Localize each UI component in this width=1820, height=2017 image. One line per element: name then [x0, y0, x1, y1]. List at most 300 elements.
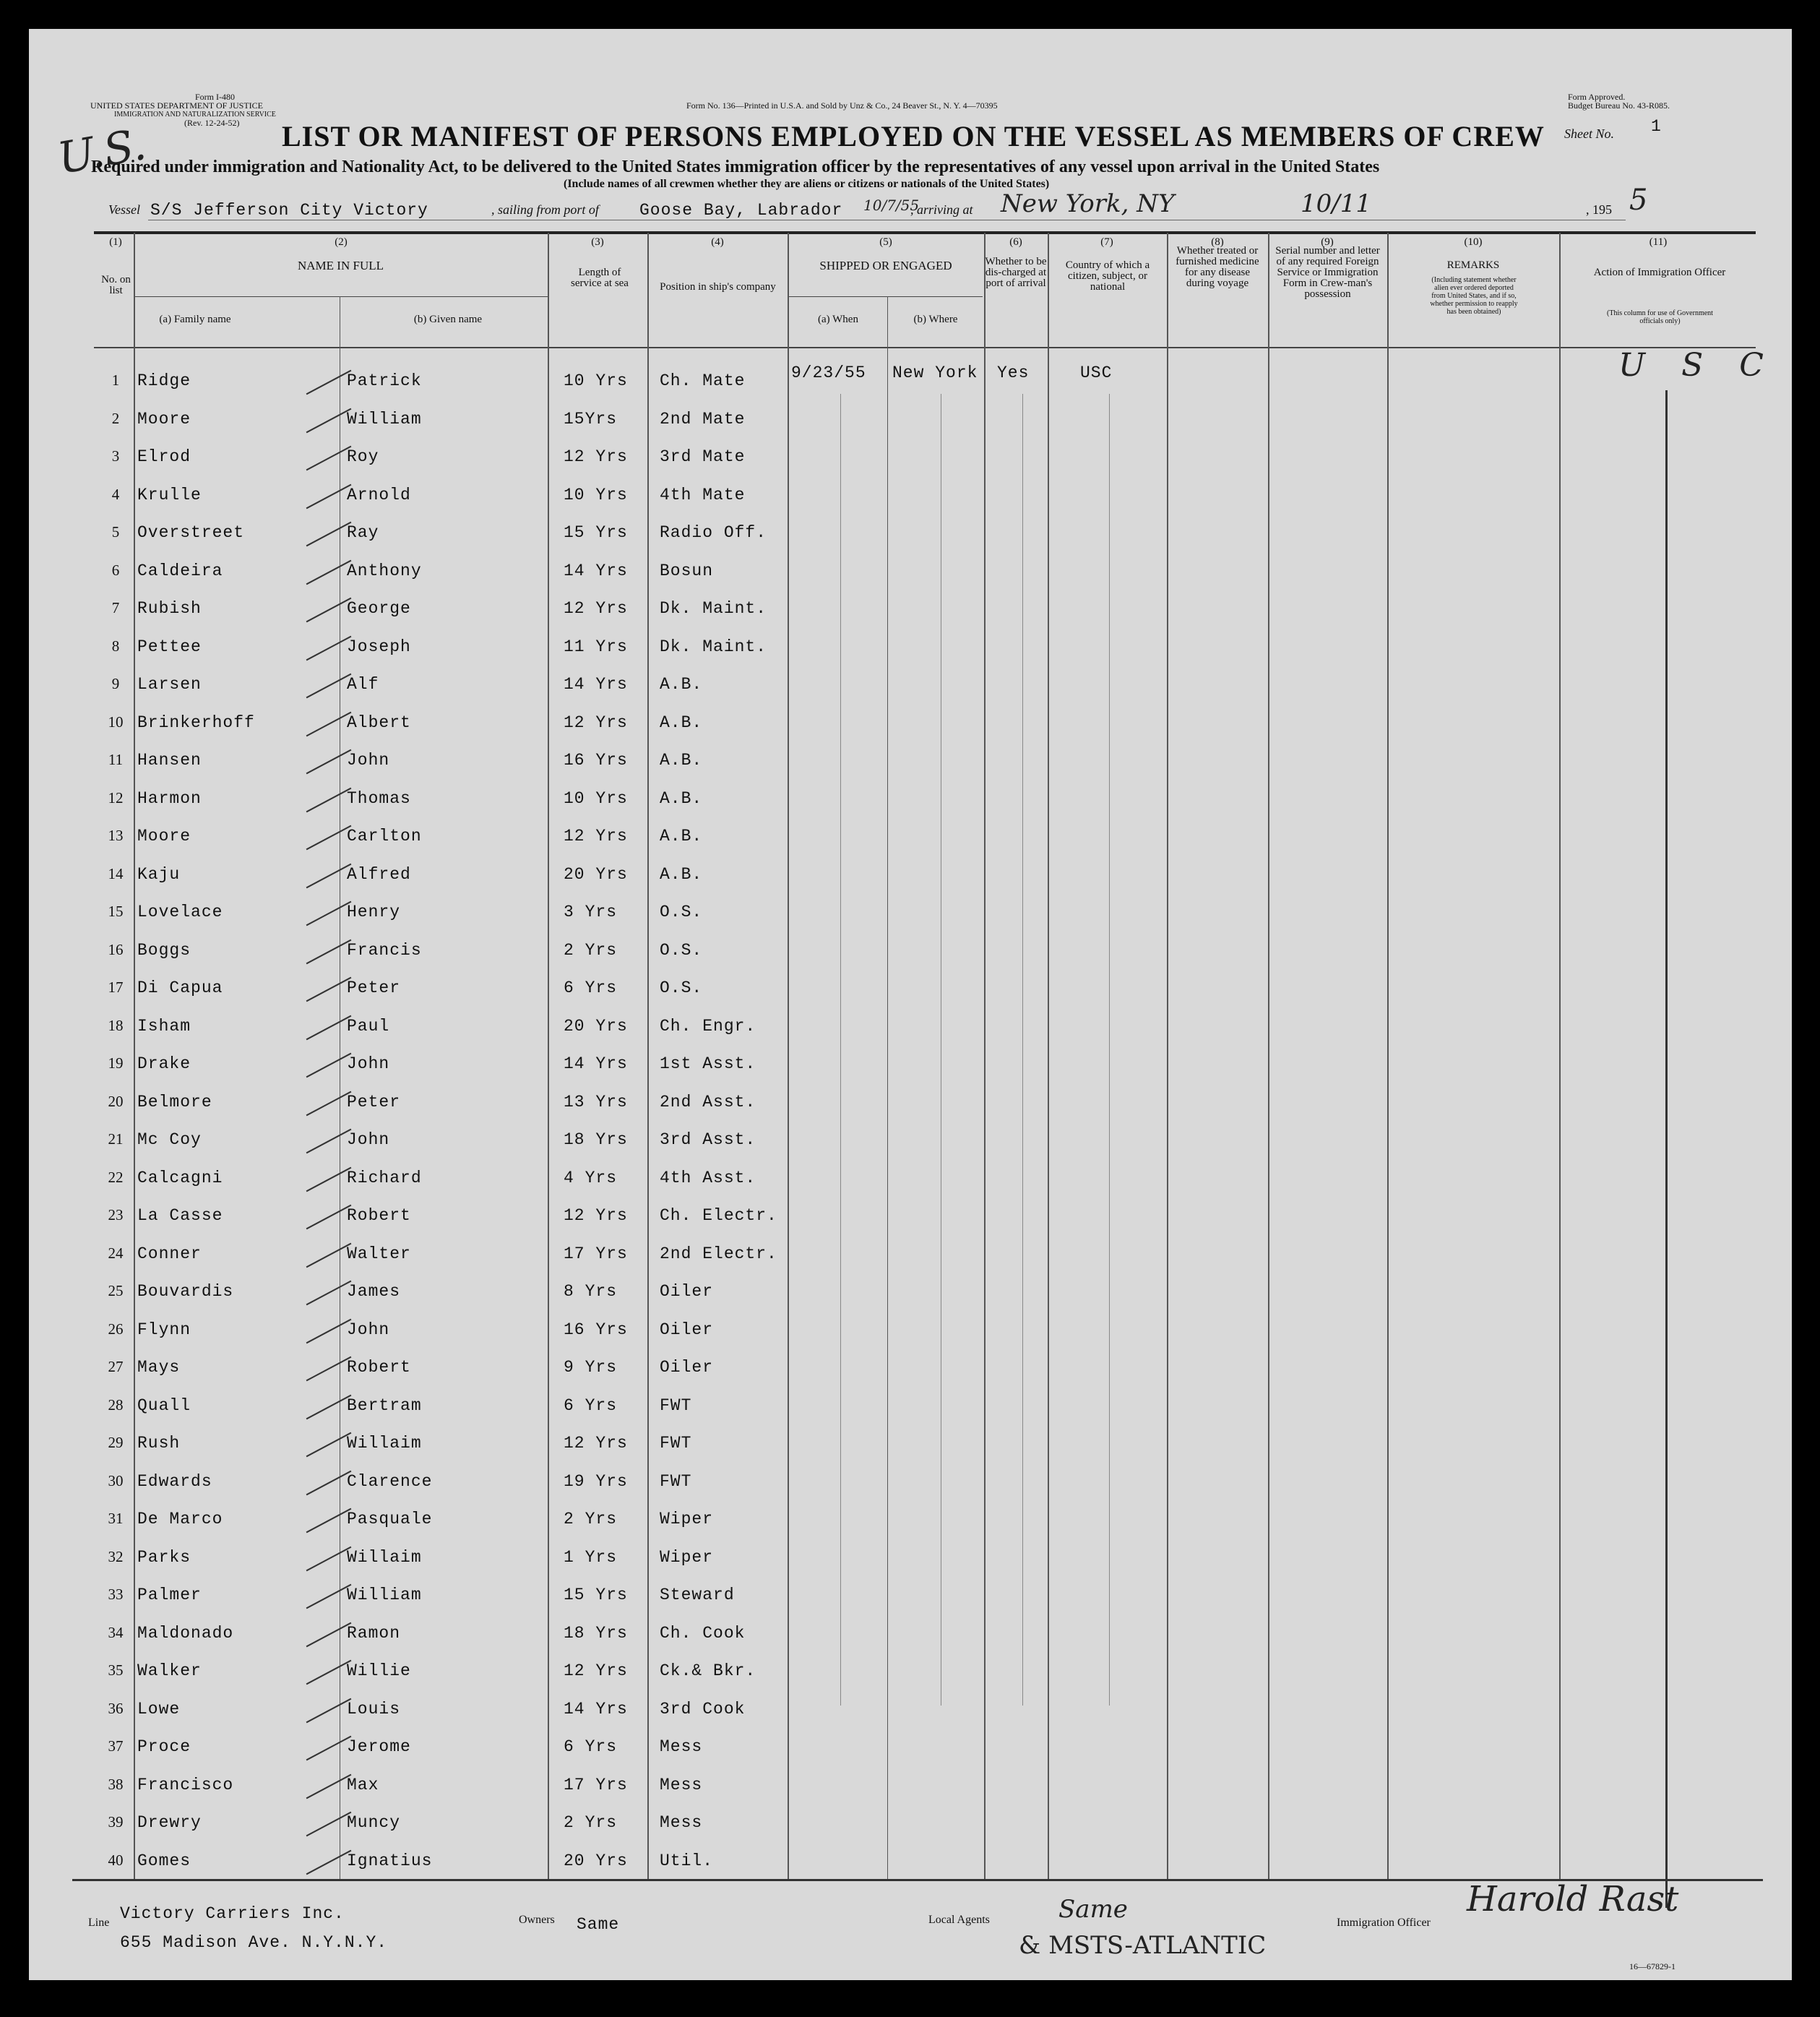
table-row [29, 824, 1792, 853]
col-number: (2) [335, 236, 348, 248]
check-mark [306, 788, 352, 813]
service-length: 2 Yrs [564, 941, 618, 960]
shipped-where: New York [892, 364, 978, 382]
header-country: Country of which a citizen, subject, or national [1065, 259, 1150, 293]
col-number: (6) [1009, 236, 1022, 248]
position: FWT [660, 1472, 692, 1491]
position: Dk. Maint. [660, 637, 767, 656]
check-mark [306, 901, 352, 926]
service-length: 12 Yrs [564, 827, 628, 846]
family-name: Kaju [137, 865, 181, 884]
given-name: James [347, 1282, 401, 1301]
table-row [29, 483, 1792, 512]
given-name: William [347, 1586, 422, 1604]
given-name: Peter [347, 979, 401, 997]
service-length: 4 Yrs [564, 1169, 618, 1187]
service-length: 2 Yrs [564, 1510, 618, 1528]
family-name: Drake [137, 1054, 191, 1073]
family-name: Lovelace [137, 903, 223, 921]
officer-label: Immigration Officer [1337, 1917, 1431, 1929]
given-name: Alfred [347, 865, 411, 884]
position: 1st Asst. [660, 1054, 756, 1073]
check-mark [306, 977, 352, 1002]
table-row [29, 1317, 1792, 1346]
service-length: 9 Yrs [564, 1358, 618, 1377]
arrival-date: 10/11 [1301, 189, 1371, 218]
row-number: 13 [108, 827, 124, 844]
form-number: Form I-480 [195, 92, 235, 102]
table-row [29, 1849, 1792, 1878]
header-given-name: (b) Given name [413, 314, 483, 325]
year-prefix: , 195 [1586, 202, 1612, 217]
col-number: (7) [1100, 236, 1113, 248]
check-mark [306, 1622, 352, 1648]
header-no-on-list: No. on list [101, 274, 131, 296]
row-number: 31 [108, 1510, 124, 1527]
given-name: John [347, 1320, 390, 1339]
service-length: 8 Yrs [564, 1282, 618, 1301]
line-name: Victory Carriers Inc. [120, 1904, 345, 1923]
header-discharged: Whether to be dis-charged at port of arrival [985, 256, 1047, 289]
check-mark [306, 1584, 352, 1609]
position: 3rd Asst. [660, 1130, 756, 1149]
row-number: 26 [108, 1320, 124, 1338]
col-number: (11) [1649, 236, 1668, 248]
sailing-date: 10/7/55 [863, 197, 920, 214]
check-mark [306, 1015, 352, 1041]
header-action: Action of Immigration Officer [1593, 267, 1726, 278]
given-name: Henry [347, 903, 401, 921]
row-number: 33 [108, 1586, 124, 1603]
family-name: Di Capua [137, 979, 223, 997]
service-length: 12 Yrs [564, 447, 628, 466]
row-number: 35 [108, 1661, 124, 1679]
table-row [29, 938, 1792, 967]
service-length: 6 Yrs [564, 979, 618, 997]
check-mark [306, 408, 352, 434]
row-number: 18 [108, 1017, 124, 1034]
table-row [29, 1355, 1792, 1384]
given-name: Joseph [347, 637, 411, 656]
family-name: Bouvardis [137, 1282, 234, 1301]
check-mark [306, 1281, 352, 1306]
row-number: 2 [111, 410, 120, 427]
service-length: 10 Yrs [564, 371, 628, 390]
position: A.B. [660, 713, 703, 732]
family-name: Overstreet [137, 523, 245, 542]
table-row [29, 369, 1792, 397]
service-length: 16 Yrs [564, 1320, 628, 1339]
printer-note: Form No. 136—Printed in U.S.A. and Sold by Unz & Co., 24 Beaver St., N. Y. 4—70395 [686, 100, 998, 111]
service-length: 19 Yrs [564, 1472, 628, 1491]
sheet-number: 1 [1651, 117, 1662, 136]
table-row [29, 1697, 1792, 1726]
table-row [29, 596, 1792, 625]
service-length: 12 Yrs [564, 1434, 628, 1453]
col-number: (8) [1211, 236, 1224, 248]
position: 2nd Electr. [660, 1244, 777, 1263]
table-row [29, 862, 1792, 891]
table-row [29, 1659, 1792, 1687]
check-mark [306, 674, 352, 699]
year-digit: 5 [1629, 184, 1648, 217]
family-name: Hansen [137, 751, 202, 770]
check-mark [306, 1356, 352, 1382]
position: O.S. [660, 903, 703, 921]
position: Ch. Mate [660, 371, 746, 390]
check-mark [306, 1660, 352, 1685]
given-name: Arnold [347, 486, 411, 504]
table-row [29, 1014, 1792, 1043]
family-name: Calcagni [137, 1169, 223, 1187]
table-top-rule [94, 231, 1756, 234]
table-row [29, 1583, 1792, 1612]
given-name: Walter [347, 1244, 411, 1263]
row-number: 11 [108, 751, 124, 768]
service-length: 20 Yrs [564, 1017, 628, 1036]
position: Ck.& Bkr. [660, 1661, 756, 1680]
table-row [29, 635, 1792, 663]
table-row [29, 1393, 1792, 1422]
service-length: 14 Yrs [564, 562, 628, 580]
header-when: (a) When [818, 314, 858, 325]
row-number: 21 [108, 1130, 124, 1148]
family-name: Rush [137, 1434, 181, 1453]
check-mark [306, 939, 352, 965]
position: 4th Asst. [660, 1169, 756, 1187]
position: 3rd Mate [660, 447, 746, 466]
check-mark [306, 1698, 352, 1724]
check-mark [306, 1129, 352, 1154]
table-row [29, 1051, 1792, 1080]
col-number: (10) [1464, 236, 1483, 248]
given-name: Thomas [347, 789, 411, 808]
check-mark [306, 636, 352, 661]
country-value: USC [1080, 364, 1113, 382]
service-length: 15 Yrs [564, 1586, 628, 1604]
header-bottom-rule [94, 347, 1756, 348]
position: Mess [660, 1776, 703, 1794]
family-name: Pettee [137, 637, 202, 656]
service-length: 20 Yrs [564, 1852, 628, 1870]
given-name: Max [347, 1776, 379, 1794]
row-number: 22 [108, 1169, 124, 1186]
table-row [29, 444, 1792, 473]
service-length: 6 Yrs [564, 1737, 618, 1756]
department: UNITED STATES DEPARTMENT OF JUSTICE [90, 100, 264, 111]
given-name: Clarence [347, 1472, 433, 1491]
header-serial: Serial number and letter of any required Foreign Service or Immigration Form in Crew-man's possession [1275, 245, 1380, 300]
given-name: William [347, 410, 422, 429]
header-position: Position in ship's company [660, 281, 776, 293]
row-number: 3 [111, 447, 120, 465]
family-name: Edwards [137, 1472, 212, 1491]
position: Oiler [660, 1358, 714, 1377]
row-number: 9 [111, 675, 120, 692]
check-mark [306, 749, 352, 775]
service-length: 18 Yrs [564, 1624, 628, 1643]
position: Oiler [660, 1320, 714, 1339]
header-family-name: (a) Family name [159, 314, 231, 325]
line-label: Line [88, 1917, 110, 1929]
officer-signature: Harold Rast [1467, 1879, 1679, 1919]
row-number: 30 [108, 1472, 124, 1489]
check-mark [306, 825, 352, 851]
given-name: George [347, 599, 411, 618]
position: Dk. Maint. [660, 599, 767, 618]
position: A.B. [660, 675, 703, 694]
row-number: 38 [108, 1776, 124, 1793]
position: O.S. [660, 941, 703, 960]
form-title: LIST OR MANIFEST OF PERSONS EMPLOYED ON THE VESSEL AS MEMBERS OF CREW [282, 120, 1545, 152]
agents-label: Local Agents [928, 1914, 990, 1926]
check-mark [306, 1850, 352, 1875]
row-number: 20 [108, 1093, 124, 1110]
given-name: Jerome [347, 1737, 411, 1756]
header-shipped: SHIPPED OR ENGAGED [819, 259, 952, 272]
family-name: Elrod [137, 447, 191, 466]
header-action-note: (This column for use of Government officials only) [1607, 309, 1713, 325]
service-length: 16 Yrs [564, 751, 628, 770]
family-name: Flynn [137, 1320, 191, 1339]
family-name: Belmore [137, 1093, 212, 1111]
given-name: Carlton [347, 827, 422, 846]
service-length: 11 Yrs [564, 637, 628, 656]
family-name: Ridge [137, 371, 191, 390]
form-approved: Form Approved. [1568, 92, 1626, 102]
table-row [29, 1242, 1792, 1270]
family-name: Palmer [137, 1586, 202, 1604]
check-mark [306, 1053, 352, 1078]
arriving-port: New York, NY [1001, 189, 1175, 218]
check-mark [306, 1508, 352, 1534]
family-name: Conner [137, 1244, 202, 1263]
form-sheet [29, 29, 1792, 1980]
row-number: 27 [108, 1358, 124, 1375]
col-number: (5) [879, 236, 892, 248]
family-name: Harmon [137, 789, 202, 808]
owners-label: Owners [519, 1914, 555, 1926]
header-name-in-full: NAME IN FULL [298, 259, 384, 272]
table-row [29, 748, 1792, 777]
given-name: Robert [347, 1358, 411, 1377]
family-name: Gomes [137, 1852, 191, 1870]
table-row [29, 1166, 1792, 1195]
family-name: La Casse [137, 1206, 223, 1225]
given-name: Willaim [347, 1434, 422, 1453]
family-name: Krulle [137, 486, 202, 504]
position: A.B. [660, 865, 703, 884]
given-name: Alf [347, 675, 379, 694]
document-code: 16—67829-1 [1629, 1961, 1675, 1971]
family-name: Larsen [137, 675, 202, 694]
check-mark [306, 446, 352, 471]
row-number: 19 [108, 1054, 124, 1072]
row-number: 10 [108, 713, 124, 731]
position: Ch. Electr. [660, 1206, 777, 1225]
col-number: (4) [711, 236, 724, 248]
family-name: Moore [137, 410, 191, 429]
service-length: 12 Yrs [564, 713, 628, 732]
table-row [29, 1810, 1792, 1839]
position: FWT [660, 1434, 692, 1453]
check-mark [306, 1774, 352, 1799]
position: Mess [660, 1737, 703, 1756]
service-length: 12 Yrs [564, 1206, 628, 1225]
subheader-rule-shipped [788, 296, 983, 297]
table-row [29, 672, 1792, 701]
row-number: 40 [108, 1852, 124, 1869]
service-length: 14 Yrs [564, 1700, 628, 1719]
service-length: 2 Yrs [564, 1813, 618, 1832]
officer-action-mark: U S C [1618, 347, 1777, 384]
owners-value: Same [577, 1915, 620, 1934]
row-number: 12 [108, 789, 124, 807]
check-mark [306, 712, 352, 737]
header-length-service: Length of service at sea [571, 267, 629, 289]
position: Wiper [660, 1548, 714, 1567]
family-name: Moore [137, 827, 191, 846]
row-number: 15 [108, 903, 124, 920]
family-name: Mc Coy [137, 1130, 202, 1149]
family-name: Francisco [137, 1776, 234, 1794]
header-remarks: REMARKS [1446, 259, 1500, 271]
given-name: Richard [347, 1169, 422, 1187]
table-row [29, 1734, 1792, 1763]
position: FWT [660, 1396, 692, 1415]
row-number: 4 [111, 486, 120, 503]
shipped-when: 9/23/55 [791, 364, 866, 382]
row-number: 7 [111, 599, 120, 616]
check-mark [306, 864, 352, 889]
family-name: Parks [137, 1548, 191, 1567]
check-mark [306, 1395, 352, 1420]
given-name: Bertram [347, 1396, 422, 1415]
check-mark [306, 1167, 352, 1192]
from-port: Goose Bay, Labrador [639, 201, 843, 220]
position: A.B. [660, 789, 703, 808]
given-name: Ignatius [347, 1852, 433, 1870]
family-name: Walker [137, 1661, 202, 1680]
discharged-value: Yes [997, 364, 1030, 382]
position: O.S. [660, 979, 703, 997]
position: 3rd Cook [660, 1700, 746, 1719]
table-row [29, 710, 1792, 739]
table-row [29, 1507, 1792, 1536]
service-length: 12 Yrs [564, 599, 628, 618]
family-name: Mays [137, 1358, 181, 1377]
service: IMMIGRATION AND NATURALIZATION SERVICE [114, 111, 276, 119]
given-name: Muncy [347, 1813, 401, 1832]
table-row [29, 1127, 1792, 1156]
family-name: Lowe [137, 1700, 181, 1719]
family-name: Maldonado [137, 1624, 234, 1643]
table-row [29, 1203, 1792, 1232]
sailing-label: , sailing from port of [491, 202, 599, 217]
position: Wiper [660, 1510, 714, 1528]
row-number: 14 [108, 865, 124, 882]
family-name: Quall [137, 1396, 191, 1415]
header-medicine: Whether treated or furnished medicine for any disease during voyage [1176, 245, 1259, 289]
position: Mess [660, 1813, 703, 1832]
check-mark [306, 1812, 352, 1837]
service-length: 12 Yrs [564, 1661, 628, 1680]
check-mark [306, 1091, 352, 1117]
table-row [29, 900, 1792, 929]
given-name: Francis [347, 941, 422, 960]
given-name: Peter [347, 1093, 401, 1111]
row-number: 37 [108, 1737, 124, 1755]
position: 2nd Asst. [660, 1093, 756, 1111]
given-name: John [347, 751, 390, 770]
table-row [29, 559, 1792, 588]
agents-extra: & MSTS-ATLANTIC [1019, 1931, 1267, 1960]
family-name: Proce [137, 1737, 191, 1756]
row-number: 17 [108, 979, 124, 996]
given-name: Anthony [347, 562, 422, 580]
col-number: (1) [109, 236, 122, 248]
table-row [29, 786, 1792, 815]
revision: (Rev. 12-24-52) [184, 118, 240, 128]
given-name: Roy [347, 447, 379, 466]
service-length: 13 Yrs [564, 1093, 628, 1111]
agents-value: Same [1058, 1895, 1128, 1924]
position: Ch. Cook [660, 1624, 746, 1643]
check-mark [306, 1319, 352, 1344]
table-row [29, 520, 1792, 549]
col-number: (3) [591, 236, 604, 248]
header-remarks-note: (Including statement whether alien ever ordered deported from United States, and if so, whether permission to reapply has been obtained) [1430, 276, 1518, 316]
family-name: Boggs [137, 941, 191, 960]
service-length: 14 Yrs [564, 675, 628, 694]
row-number: 23 [108, 1206, 124, 1223]
given-name: Ramon [347, 1624, 401, 1643]
service-length: 10 Yrs [564, 486, 628, 504]
family-name: Brinkerhoff [137, 713, 255, 732]
service-length: 10 Yrs [564, 789, 628, 808]
table-row [29, 1279, 1792, 1308]
check-mark [306, 522, 352, 547]
form-instruction: (Include names of all crewmen whether they are aliens or citizens or nationals of the United States) [564, 178, 1050, 190]
given-name: Ray [347, 523, 379, 542]
row-number: 16 [108, 941, 124, 958]
row-number: 8 [111, 637, 120, 655]
position: Ch. Engr. [660, 1017, 756, 1036]
position: Radio Off. [660, 523, 767, 542]
table-row [29, 1621, 1792, 1650]
given-name: John [347, 1054, 390, 1073]
row-number: 5 [111, 523, 120, 541]
family-name: De Marco [137, 1510, 223, 1528]
family-name: Isham [137, 1017, 191, 1036]
subheader-rule-name [134, 296, 548, 297]
check-mark [306, 1205, 352, 1230]
col-number: (9) [1321, 236, 1334, 248]
given-name: Louis [347, 1700, 401, 1719]
given-name: Willie [347, 1661, 411, 1680]
row-number: 29 [108, 1434, 124, 1451]
given-name: Pasquale [347, 1510, 433, 1528]
table-row [29, 1773, 1792, 1802]
form-subtitle: Required under immigration and Nationality Act, to be delivered to the United States immigration officer by the representatives of any vessel upon arrival in the United States [91, 158, 1380, 176]
sheet-label: Sheet No. [1564, 126, 1614, 141]
check-mark [306, 598, 352, 623]
position: A.B. [660, 751, 703, 770]
handwritten-us-mark: U.S. [53, 119, 150, 185]
table-row [29, 1090, 1792, 1119]
position: 4th Mate [660, 486, 746, 504]
check-mark [306, 1547, 352, 1572]
